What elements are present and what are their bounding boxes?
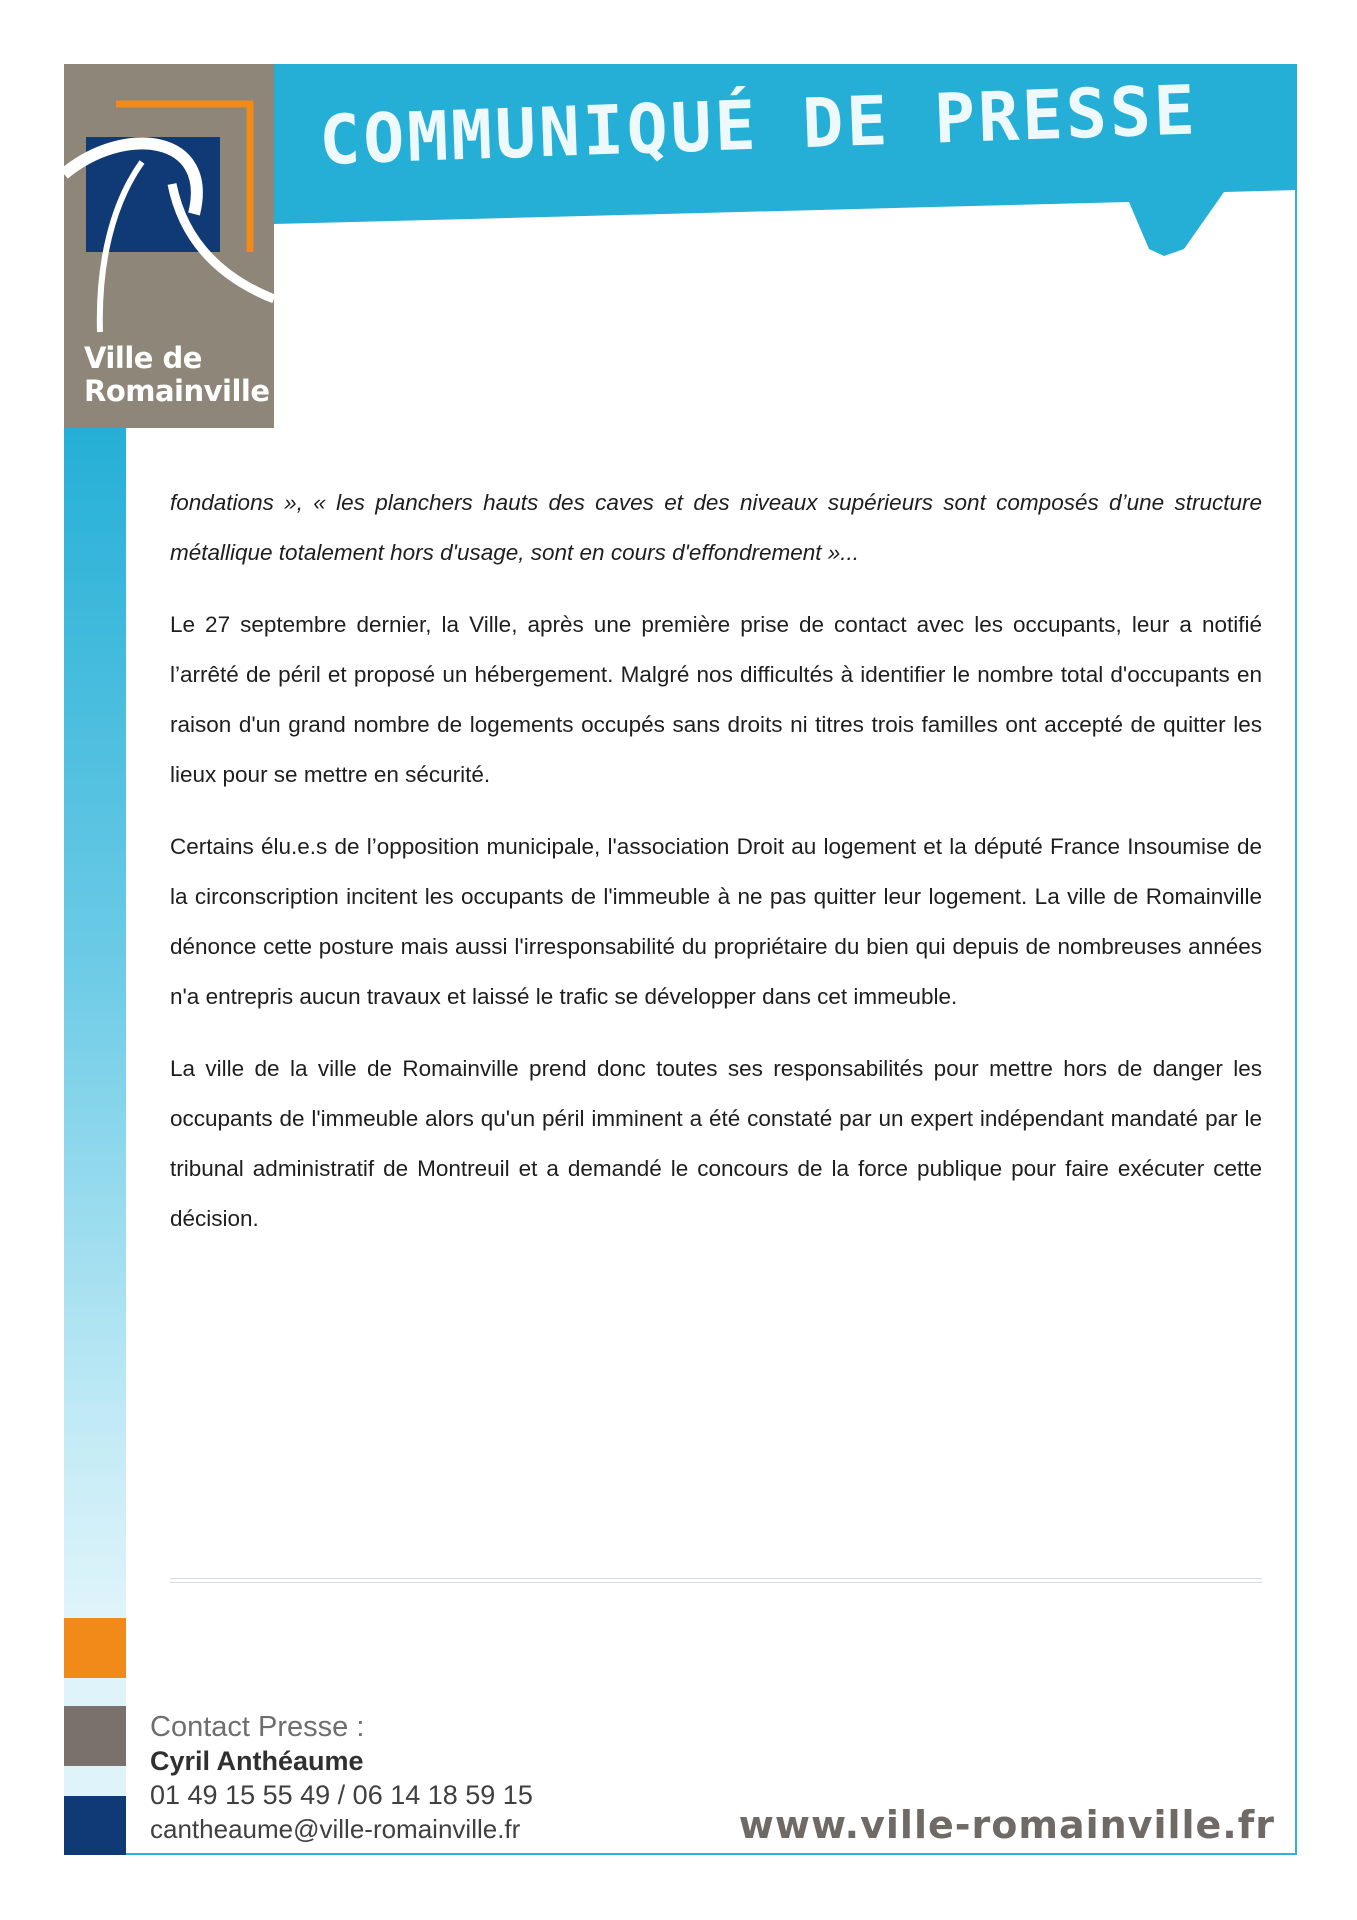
side-gradient-strip (64, 428, 126, 1618)
contact-email[interactable]: cantheaume@ville-romainville.fr (150, 1814, 521, 1844)
press-release-body (170, 478, 1262, 1266)
orange-square (64, 1618, 126, 1678)
logo-text (84, 342, 270, 408)
website-link[interactable]: www.ville-romainville.fr (738, 1803, 1275, 1847)
paragraph-2: Certains élu.e.s de l’opposition municipale, l'association Droit au logement et la député France Insoumise de la circonscription incitent les occupants de l'immeuble à ne pas quitter leur logement. La ville de Romainville dénonce cette posture mais aussi l'irresponsabilité du propriétaire du bien qui depuis de nombreuses années n'a entrepris aucun travaux et laissé le trafic se développer dans cet immeuble. (170, 834, 1262, 1009)
intro-fragment: fondations », « les planchers hauts des caves et des niveaux supérieurs sont composés d’une structure métallique totalement hors d'usage, sont en cours d'effondrement »... (170, 490, 1262, 565)
header-banner (274, 64, 1297, 264)
navy-square (64, 1796, 126, 1855)
grey-square (64, 1706, 126, 1766)
paragraph-1: Le 27 septembre dernier, la Ville, après une première prise de contact avec les occupants, leur a notifié l’arrêté de péril et proposé un hébergement. Malgré nos difficultés à identifier le nombre total d'occupants en raison d'un grand nombre de logements occupés sans droits ni titres trois familles ont accepté de quitter les lieux pour se mettre en sécurité. (170, 612, 1262, 787)
contact-phone: 01 49 15 55 49 / 06 14 18 59 15 (150, 1780, 533, 1810)
press-contact (150, 1710, 533, 1846)
contact-label: Contact Presse : (150, 1711, 365, 1743)
logo-line-2: Romainville (84, 374, 270, 408)
logo-line-1: Ville de (84, 341, 202, 375)
divider-line (170, 1578, 1262, 1583)
contact-name: Cyril Anthéaume (150, 1746, 364, 1776)
city-logo (64, 64, 274, 428)
page-title: COMMUNIQUÉ DE PRESSE (318, 71, 1200, 181)
paragraph-3: La ville de la ville de Romainville prend donc toutes ses responsabilités pour mettre hors de danger les occupants de l'immeuble alors qu'un péril imminent a été constaté par un expert indépendant mandaté par le tribunal administratif de Montreuil et a demandé le concours de la force publique pour faire exécuter cette décision. (170, 1056, 1262, 1231)
